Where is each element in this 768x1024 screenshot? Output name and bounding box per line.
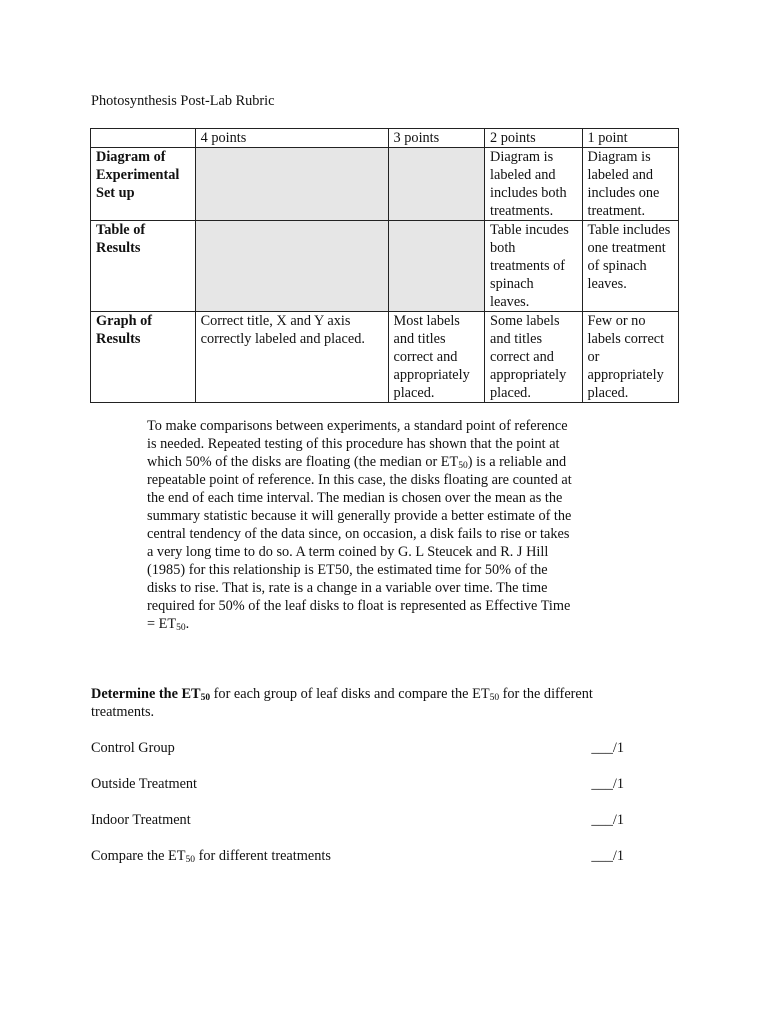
cell-diagram-3 <box>388 148 484 221</box>
paragraph-subscript-2: 50 <box>176 623 186 633</box>
header-cell-4-points: 4 points <box>195 129 388 148</box>
question-label-indoor: Indoor Treatment <box>91 812 191 828</box>
question-label-outside: Outside Treatment <box>91 776 198 792</box>
determine-bold-subscript: 50 <box>200 693 211 703</box>
header-cell-corner <box>91 129 196 148</box>
determine-subscript: 50 <box>489 693 500 703</box>
question-row <box>91 811 624 829</box>
criterion-table: Table of Results <box>91 221 196 312</box>
cell-graph-3: Most labels and titles correct and appropriately placed. <box>388 312 484 403</box>
cell-table-3 <box>388 221 484 312</box>
determine-bold-text: Determine the ET <box>91 686 201 702</box>
rubric-row-table <box>91 221 679 312</box>
paragraph-subscript-1: 50 <box>458 461 468 471</box>
cell-diagram-4 <box>195 148 388 221</box>
score-blank-control: ___/1 <box>591 740 624 756</box>
score-blank-outside: ___/1 <box>591 776 624 792</box>
rubric-row-diagram <box>91 148 679 221</box>
paragraph-text-1: To make comparisons between experiments, a standard point of reference is needed. Repeated testing of this procedure has shown that the point at which 50% of the disks are floating (the median or ET <box>147 418 568 470</box>
cell-graph-4: Correct title, X and Y axis correctly labeled and placed. <box>195 312 388 403</box>
rubric-row-graph <box>91 312 679 403</box>
cell-diagram-2: Diagram is labeled and includes both treatments. <box>485 148 582 221</box>
cell-diagram-1: Diagram is labeled and includes one treatment. <box>582 148 679 221</box>
score-blank-compare: ___/1 <box>591 848 624 864</box>
paragraph-text-3: . <box>185 616 190 632</box>
question-row <box>91 739 624 757</box>
question-label-control: Control Group <box>91 740 175 756</box>
criterion-diagram: Diagram of Experimental Set up <box>91 148 196 221</box>
determine-text-1: for each group of leaf disks and compare the ET <box>210 686 490 702</box>
header-cell-2-points: 2 points <box>485 129 582 148</box>
question-row <box>91 775 624 793</box>
cell-graph-1: Few or no labels correct or appropriately placed. <box>582 312 679 403</box>
score-blank-indoor: ___/1 <box>591 812 624 828</box>
header-cell-3-points: 3 points <box>388 129 484 148</box>
question-row <box>91 847 624 865</box>
compare-text-post: for different treatments <box>195 848 331 864</box>
question-label-compare <box>91 847 331 865</box>
rubric-table <box>90 128 679 403</box>
cell-graph-2: Some labels and titles correct and appropriately placed. <box>485 312 582 403</box>
cell-table-1: Table includes one treatment of spinach leaves. <box>582 221 679 312</box>
header-cell-1-point: 1 point <box>582 129 679 148</box>
paragraph-text-2: ) is a reliable and repeatable point of reference. In this case, the disks floating are counted at the end of each time interval. The median is chosen over the mean as the summary statistic because it will generally provide a better estimate of the central tendency of the data since, on occasion, a disk fails to rise or takes a very long time to do so. A term coined by G. L Steucek and R. J Hill (1985) for this relationship is ET50, the estimated time for 50% of the disks to rise. That is, rate is a change in a variable over time. The time required for 50% of the leaf disks to float is represented as Effective Time = ET <box>147 454 572 632</box>
compare-text-pre: Compare the ET <box>91 848 186 864</box>
et50-explanation-paragraph <box>147 417 579 633</box>
criterion-graph: Graph of Results <box>91 312 196 403</box>
determine-text-2: for the different treatments. <box>91 686 593 720</box>
determine-instruction <box>91 685 651 721</box>
rubric-header-row <box>91 129 679 148</box>
cell-table-4 <box>195 221 388 312</box>
document-title: Photosynthesis Post-Lab Rubric <box>91 93 275 109</box>
cell-table-2: Table incudes both treatments of spinach leaves. <box>485 221 582 312</box>
compare-subscript: 50 <box>185 855 195 865</box>
